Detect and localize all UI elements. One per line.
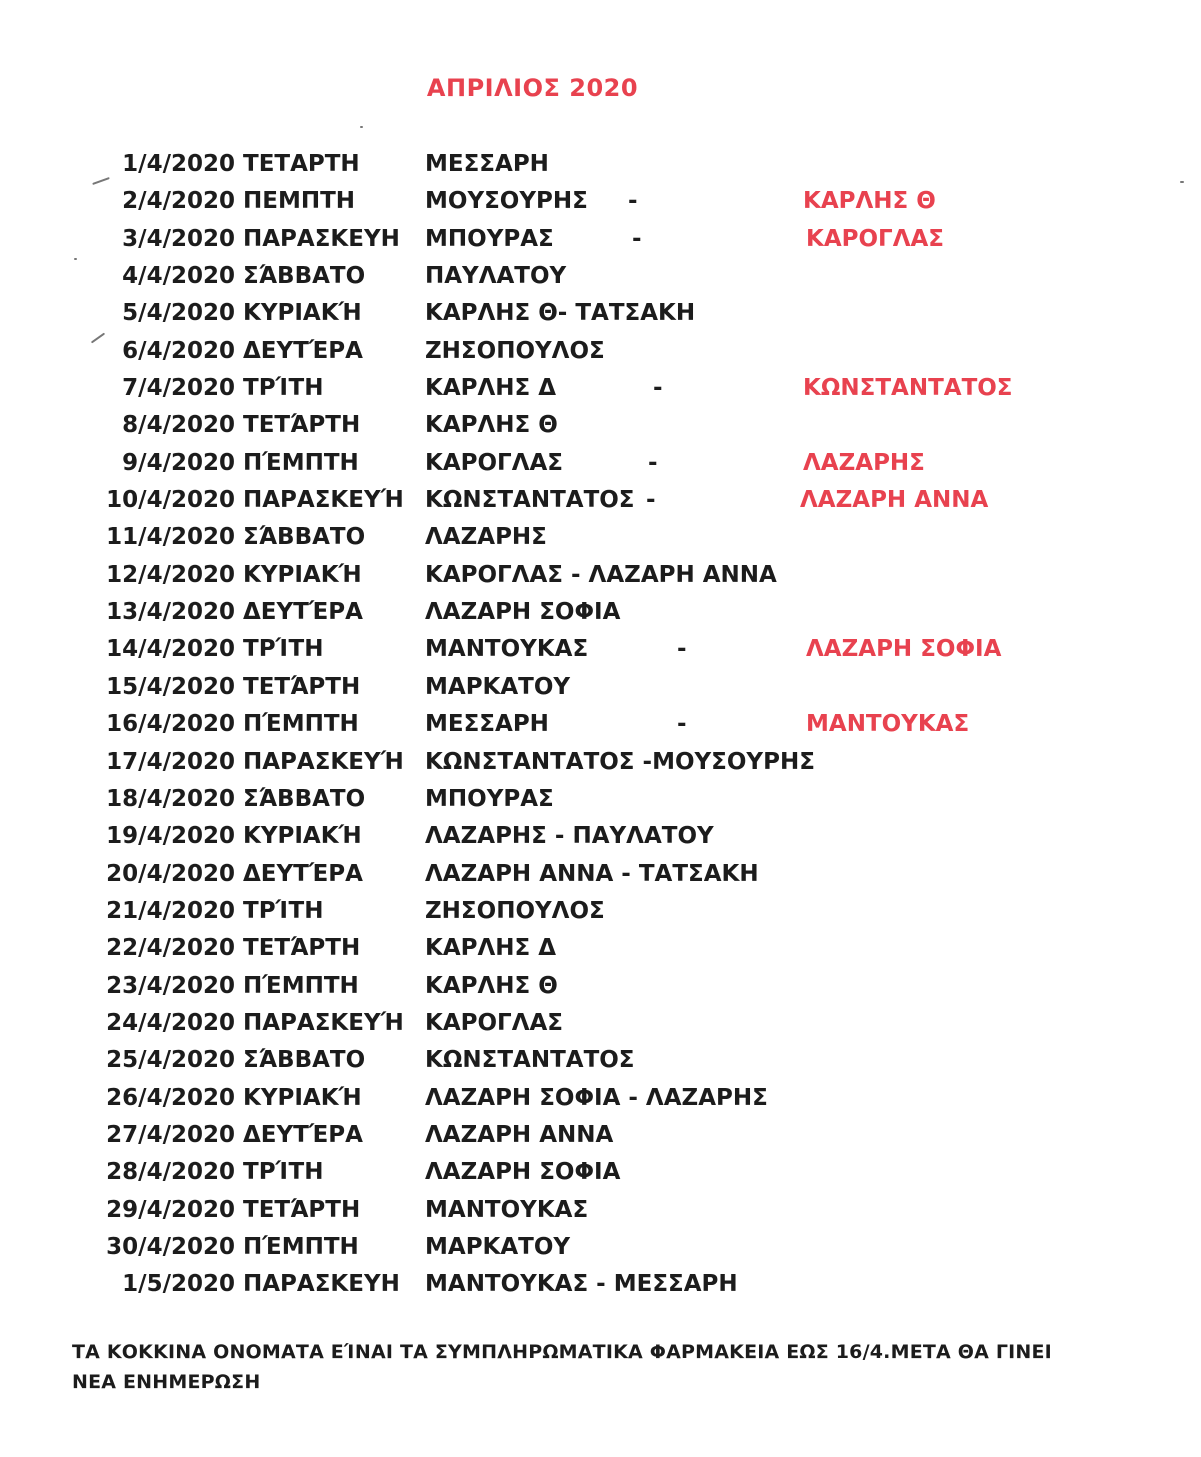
schedule-row xyxy=(0,1117,1201,1154)
row-day: ΤΕΤΑΡΤΗ xyxy=(243,151,360,177)
schedule-row xyxy=(0,445,1201,482)
schedule-row xyxy=(0,221,1201,258)
schedule-row xyxy=(0,333,1201,370)
row-day: ΤΕΤΆΡΤΗ xyxy=(243,412,361,439)
row-date: 19/4/2020 xyxy=(106,823,235,850)
row-pharmacy: ΛΑΖΑΡΗΣ - ΠΑΥΛΑΤΟΥ xyxy=(425,823,714,850)
row-pharmacy: ΚΑΡΟΓΛΑΣ xyxy=(425,449,563,476)
scan-mark xyxy=(360,126,363,128)
row-date: 14/4/2020 xyxy=(106,636,235,663)
row-separator: - xyxy=(653,375,663,402)
row-pharmacy: ΚΩΝΣΤΑΝΤΑΤΟΣ xyxy=(425,1047,635,1074)
row-pharmacy: ΛΑΖΑΡΗ ΣΟΦΙΑ xyxy=(425,1159,621,1186)
schedule-row xyxy=(0,706,1201,743)
row-day: ΠΈΜΠΤΗ xyxy=(243,449,359,476)
row-date: 17/4/2020 xyxy=(106,748,235,775)
row-date: 18/4/2020 xyxy=(106,785,235,812)
row-day: ΤΡΊΤΗ xyxy=(243,1159,324,1186)
row-day: ΚΥΡΙΑΚΉ xyxy=(243,561,362,588)
row-date: 26/4/2020 xyxy=(106,1084,235,1111)
row-day: ΠΑΡΑΣΚΕΥΉ xyxy=(243,487,404,514)
row-pharmacy: ΜΕΣΣΑΡΗ xyxy=(425,151,549,177)
schedule-row xyxy=(0,1229,1201,1266)
row-pharmacy: ΜΑΡΚΑΤΟΥ xyxy=(425,673,571,700)
row-pharmacy: ΖΗΣΟΠΟΥΛΟΣ xyxy=(425,897,605,924)
schedule-row xyxy=(0,930,1201,967)
schedule-row xyxy=(0,818,1201,855)
row-pharmacy: ΛΑΖΑΡΗ ΣΟΦΙΑ xyxy=(425,599,621,626)
row-day: ΠΑΡΑΣΚΕΥΉ xyxy=(243,748,404,775)
row-day: ΠΈΜΠΤΗ xyxy=(243,1233,359,1260)
row-day: ΣΆΒΒΑΤΟ xyxy=(243,524,366,551)
row-day: ΣΆΒΒΑΤΟ xyxy=(243,263,366,290)
row-pharmacy: ΚΑΡΛΗΣ Δ xyxy=(425,935,557,962)
row-pharmacy: ΖΗΣΟΠΟΥΛΟΣ xyxy=(425,337,605,364)
row-date: 30/4/2020 xyxy=(106,1233,235,1260)
row-date: 6/4/2020 xyxy=(122,337,235,364)
row-supplementary-pharmacy: ΜΑΝΤΟΥΚΑΣ xyxy=(806,711,970,738)
schedule-row xyxy=(0,594,1201,631)
row-pharmacy: ΜΠΟΥΡΑΣ xyxy=(425,785,554,812)
row-pharmacy: ΚΑΡΟΓΛΑΣ xyxy=(425,1009,563,1036)
row-date: 1/5/2020 xyxy=(122,1271,235,1298)
row-supplementary-pharmacy: ΚΑΡΟΓΛΑΣ xyxy=(806,225,944,252)
row-pharmacy: ΚΑΡΛΗΣ Θ xyxy=(425,972,558,999)
row-day: ΠΈΜΠΤΗ xyxy=(243,711,359,738)
row-supplementary-pharmacy: ΛΑΖΑΡΗ ΣΟΦΙΑ xyxy=(806,636,1002,663)
schedule-row xyxy=(0,183,1201,220)
row-day: ΠΑΡΑΣΚΕΥΉ xyxy=(243,1009,404,1036)
row-pharmacy: ΜΑΝΤΟΥΚΑΣ - ΜΕΣΣΑΡΗ xyxy=(425,1271,738,1298)
row-pharmacy: ΚΩΝΣΤΑΝΤΑΤΟΣ xyxy=(425,487,635,514)
row-date: 27/4/2020 xyxy=(106,1121,235,1148)
row-day: ΤΡΊΤΗ xyxy=(243,636,324,663)
row-date: 13/4/2020 xyxy=(106,599,235,626)
row-pharmacy: ΛΑΖΑΡΗΣ xyxy=(425,524,547,551)
schedule-row xyxy=(0,1080,1201,1117)
row-separator: - xyxy=(648,449,658,476)
row-date: 11/4/2020 xyxy=(106,524,235,551)
row-day: ΤΡΊΤΗ xyxy=(243,897,324,924)
schedule-row xyxy=(0,631,1201,668)
row-day: ΤΕΤΆΡΤΗ xyxy=(243,935,361,962)
schedule-row xyxy=(0,1005,1201,1042)
row-day: ΠΈΜΠΤΗ xyxy=(243,972,359,999)
row-date: 25/4/2020 xyxy=(106,1047,235,1074)
row-separator: - xyxy=(632,225,642,252)
row-supplementary-pharmacy: ΛΑΖΑΡΗΣ xyxy=(803,449,925,476)
schedule-row xyxy=(0,295,1201,332)
row-date: 23/4/2020 xyxy=(106,972,235,999)
schedule-row xyxy=(0,258,1201,295)
row-pharmacy: ΛΑΖΑΡΗ ΑΝΝΑ xyxy=(425,1121,614,1148)
row-separator: - xyxy=(677,636,687,663)
schedule-row xyxy=(0,856,1201,893)
row-day: ΣΆΒΒΑΤΟ xyxy=(243,1047,366,1074)
row-pharmacy: ΜΑΝΤΟΥΚΑΣ xyxy=(425,1196,589,1223)
row-day: ΤΕΤΆΡΤΗ xyxy=(243,673,361,700)
row-date: 22/4/2020 xyxy=(106,935,235,962)
row-date: 15/4/2020 xyxy=(106,673,235,700)
row-pharmacy: ΜΑΡΚΑΤΟΥ xyxy=(425,1233,571,1260)
row-date: 4/4/2020 xyxy=(122,263,235,290)
row-day: ΚΥΡΙΑΚΉ xyxy=(243,823,362,850)
row-day: ΚΥΡΙΑΚΉ xyxy=(243,1084,362,1111)
row-supplementary-pharmacy: ΚΑΡΛΗΣ Θ xyxy=(803,188,936,215)
row-date: 3/4/2020 xyxy=(122,225,235,252)
row-pharmacy: ΚΑΡΛΗΣ Δ xyxy=(425,375,557,402)
row-date: 16/4/2020 xyxy=(106,711,235,738)
row-separator: - xyxy=(628,188,638,215)
row-separator: - xyxy=(677,711,687,738)
schedule-row xyxy=(0,407,1201,444)
row-pharmacy: ΜΠΟΥΡΑΣ xyxy=(425,225,554,252)
schedule-row xyxy=(0,1266,1201,1303)
row-pharmacy: ΚΩΝΣΤΑΝΤΑΤΟΣ -ΜΟΥΣΟΥΡΗΣ xyxy=(425,748,815,775)
row-supplementary-pharmacy: ΛΑΖΑΡΗ ΑΝΝΑ xyxy=(800,487,989,514)
row-pharmacy: ΜΑΝΤΟΥΚΑΣ xyxy=(425,636,589,663)
schedule-row xyxy=(0,482,1201,519)
row-day: ΠΑΡΑΣΚΕΥΗ xyxy=(243,1271,400,1298)
schedule-row xyxy=(0,968,1201,1005)
footnote xyxy=(72,1337,1072,1397)
row-pharmacy: ΠΑΥΛΑΤΟΥ xyxy=(425,263,567,290)
row-pharmacy: ΚΑΡΛΗΣ Θ xyxy=(425,412,558,439)
footnote-line-2: ΝΕΑ ΕΝΗΜΕΡΩΣΗ xyxy=(72,1371,261,1393)
row-date: 7/4/2020 xyxy=(122,375,235,402)
row-date: 2/4/2020 xyxy=(122,188,235,215)
schedule-list xyxy=(0,146,1201,1304)
row-pharmacy: ΛΑΖΑΡΗ ΑΝΝΑ - ΤΑΤΣΑΚΗ xyxy=(425,860,759,887)
row-day: ΣΆΒΒΑΤΟ xyxy=(243,785,366,812)
row-date: 1/4/2020 xyxy=(122,151,235,177)
row-day: ΚΥΡΙΑΚΉ xyxy=(243,300,362,327)
row-date: 12/4/2020 xyxy=(106,561,235,588)
schedule-row xyxy=(0,146,1201,183)
row-day: ΠΑΡΑΣΚΕΥΗ xyxy=(243,225,400,252)
schedule-row xyxy=(0,744,1201,781)
row-day: ΔΕΥΤΈΡΑ xyxy=(243,337,363,364)
row-supplementary-pharmacy: ΚΩΝΣΤΑΝΤΑΤΟΣ xyxy=(803,375,1013,402)
schedule-row xyxy=(0,1154,1201,1191)
row-date: 21/4/2020 xyxy=(106,897,235,924)
row-date: 20/4/2020 xyxy=(106,860,235,887)
schedule-row xyxy=(0,519,1201,556)
schedule-row xyxy=(0,557,1201,594)
row-day: ΔΕΥΤΈΡΑ xyxy=(243,860,363,887)
scan-mark xyxy=(74,258,77,260)
row-pharmacy: ΚΑΡΛΗΣ Θ- ΤΑΤΣΑΚΗ xyxy=(425,300,696,327)
row-date: 29/4/2020 xyxy=(106,1196,235,1223)
schedule-row xyxy=(0,781,1201,818)
row-date: 24/4/2020 xyxy=(106,1009,235,1036)
scan-mark xyxy=(1180,181,1184,183)
schedule-row xyxy=(0,370,1201,407)
row-day: ΔΕΥΤΈΡΑ xyxy=(243,1121,363,1148)
row-date: 9/4/2020 xyxy=(122,449,235,476)
row-pharmacy: ΜΕΣΣΑΡΗ xyxy=(425,711,549,738)
row-pharmacy: ΜΟΥΣΟΥΡΗΣ xyxy=(425,188,588,215)
row-day: ΔΕΥΤΈΡΑ xyxy=(243,599,363,626)
schedule-row xyxy=(0,669,1201,706)
schedule-row xyxy=(0,1042,1201,1079)
row-date: 28/4/2020 xyxy=(106,1159,235,1186)
schedule-row xyxy=(0,1192,1201,1229)
schedule-row xyxy=(0,893,1201,930)
row-separator: - xyxy=(646,487,656,514)
row-day: ΤΡΊΤΗ xyxy=(243,375,324,402)
row-day: ΠΕΜΠΤΗ xyxy=(243,188,356,215)
row-date: 10/4/2020 xyxy=(106,487,235,514)
row-date: 5/4/2020 xyxy=(122,300,235,327)
row-pharmacy: ΚΑΡΟΓΛΑΣ - ΛΑΖΑΡΗ ΑΝΝΑ xyxy=(425,561,777,588)
row-pharmacy: ΛΑΖΑΡΗ ΣΟΦΙΑ - ΛΑΖΑΡΗΣ xyxy=(425,1084,768,1111)
row-date: 8/4/2020 xyxy=(122,412,235,439)
footnote-line-1: ΤΑ ΚΟΚΚΙΝΑ ΟΝΟΜΑΤΑ ΕΊΝΑΙ ΤΑ ΣΥΜΠΛΗΡΩΜΑΤΙΚΑ ΦΑΡΜΑΚΕΙΑ ΕΩΣ 16/4.ΜΕΤΑ ΘΑ ΓΙΝΕΙ xyxy=(72,1341,1052,1363)
page-title: ΑΠΡΙΛΙΟΣ 2020 xyxy=(426,74,639,102)
row-day: ΤΕΤΆΡΤΗ xyxy=(243,1196,361,1223)
